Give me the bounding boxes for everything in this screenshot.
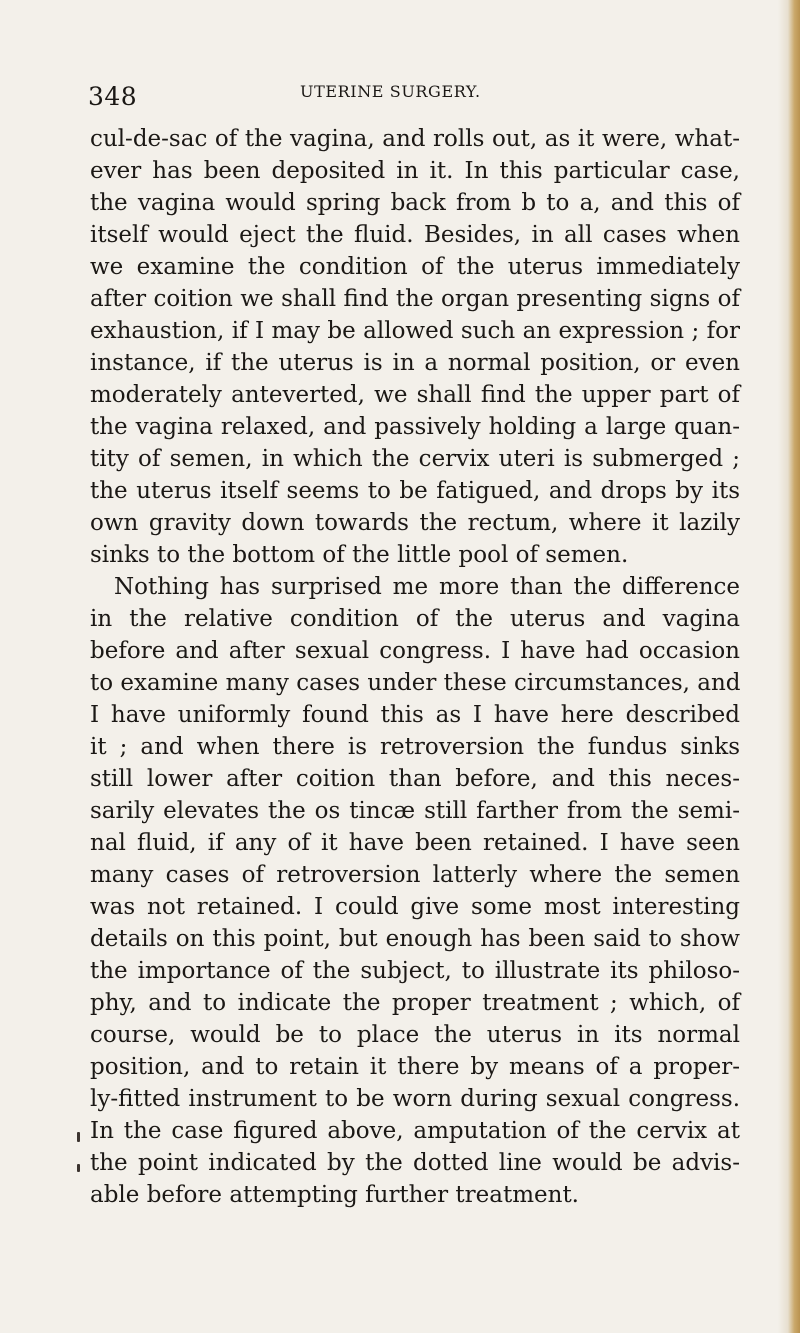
text-line: in the relative condition of the uterus and vagina bbox=[90, 606, 740, 632]
text-line: ever has been deposited in it. In this particular case, bbox=[90, 158, 740, 184]
margin-mark bbox=[77, 1164, 80, 1172]
text-line: phy, and to indicate the proper treatment ; which, of bbox=[90, 990, 740, 1016]
text-line: the importance of the subject, to illustrate its philoso- bbox=[90, 958, 740, 984]
margin-mark bbox=[77, 1132, 80, 1142]
text-line: many cases of retroversion latterly where the semen bbox=[90, 862, 740, 888]
running-title: UTERINE SURGERY. bbox=[300, 82, 481, 101]
text-line: still lower after coition than before, and this neces- bbox=[90, 766, 740, 792]
text-line: sinks to the bottom of the little pool of semen. bbox=[90, 542, 629, 568]
text-line: itself would eject the fluid. Besides, in all cases when bbox=[90, 222, 740, 248]
text-line: In the case figured above, amputation of the cervix at bbox=[90, 1118, 740, 1144]
text-line: the vagina would spring back from b to a, and this of bbox=[90, 190, 740, 216]
text-line: to examine many cases under these circumstances, and bbox=[90, 670, 741, 696]
text-line: able before attempting further treatment. bbox=[90, 1182, 579, 1208]
text-line: details on this point, but enough has been said to show bbox=[90, 926, 740, 952]
text-line: the point indicated by the dotted line would be advis- bbox=[90, 1150, 740, 1176]
text-line: position, and to retain it there by means of a proper- bbox=[90, 1054, 740, 1080]
text-line: exhaustion, if I may be allowed such an expression ; for bbox=[90, 318, 740, 344]
text-line: tity of semen, in which the cervix uteri is submerged ; bbox=[90, 446, 740, 472]
running-head bbox=[0, 74, 800, 111]
text-line: nal fluid, if any of it have been retained. I have seen bbox=[90, 830, 740, 856]
text-line: it ; and when there is retroversion the fundus sinks bbox=[90, 734, 740, 760]
text-line: ly-fitted instrument to be worn during sexual congress. bbox=[90, 1086, 740, 1112]
text-line: I have uniformly found this as I have here described bbox=[90, 702, 740, 728]
text-line: the vagina relaxed, and passively holding a large quan- bbox=[90, 414, 740, 440]
text-line: sarily elevates the os tincæ still farther from the semi- bbox=[90, 798, 740, 824]
text-line: course, would be to place the uterus in its normal bbox=[90, 1022, 740, 1048]
text-line: Nothing has surprised me more than the difference bbox=[114, 574, 740, 600]
text-line: moderately anteverted, we shall find the upper part of bbox=[90, 382, 740, 408]
text-line: after coition we shall find the organ presenting signs of bbox=[90, 286, 740, 312]
text-line: cul-de-sac of the vagina, and rolls out, as it were, what- bbox=[90, 126, 740, 152]
page-number: 348 bbox=[88, 82, 138, 111]
text-line: before and after sexual congress. I have had occasion bbox=[90, 638, 740, 664]
text-line: was not retained. I could give some most interesting bbox=[90, 894, 740, 920]
text-line: instance, if the uterus is in a normal position, or even bbox=[90, 350, 740, 376]
page-edge bbox=[778, 0, 800, 1333]
text-line: the uterus itself seems to be fatigued, and drops by its bbox=[90, 478, 740, 504]
body-text bbox=[90, 123, 740, 1211]
text-line: we examine the condition of the uterus immediately bbox=[90, 254, 740, 280]
text-line: own gravity down towards the rectum, where it lazily bbox=[90, 510, 740, 536]
